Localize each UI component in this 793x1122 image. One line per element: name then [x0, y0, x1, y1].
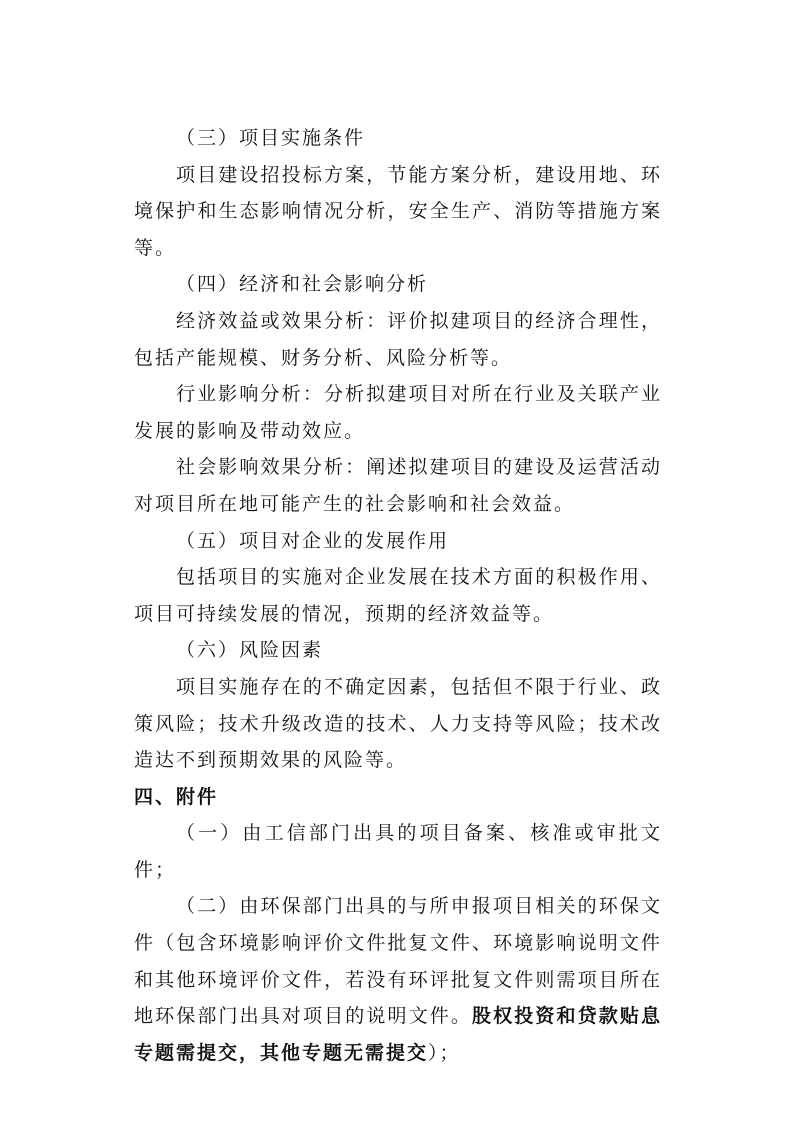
subheading-enterprise-development: （五）项目对企业的发展作用 [176, 529, 450, 552]
section-heading-attachments: 四、附件 [134, 785, 219, 808]
paragraph-implementation-conditions: 项目建设招投标方案，节能方案分析，建设用地、环境保护和生态影响情况分析，安全生产、消防等措施方案等。 [134, 163, 662, 259]
attachment-item-2-end: ）； [428, 1041, 461, 1064]
paragraph-risk-factors: 项目实施存在的不确定因素，包括但不限于行业、政策风险；技术升级改造的技术、人力支持等风险；技术改造达不到预期效果的风险等。 [134, 675, 662, 772]
attachment-item-2-text: （二）由环保部门出具的与所申报项目相关的环保文件（包含环境影响评价文件批复文件、环境影响说明文件和其他环境评价文件，若没有环评批复文件则需项目所在地环保部门出具对项目的说明文件。 [134, 895, 662, 1028]
attachment-item-2 [134, 888, 662, 1071]
attachment-item-1: （一）由工信部门出具的项目备案、核准或审批文件； [134, 822, 662, 881]
paragraph-economic-benefit: 经济效益或效果分析：评价拟建项目的经济合理性，包括产能规模、财务分析、风险分析等。 [134, 309, 662, 369]
paragraph-industry-impact: 行业影响分析：分析拟建项目对所在行业及关联产业发展的影响及带动效应。 [134, 383, 662, 442]
paragraph-enterprise-development: 包括项目的实施对企业发展在技术方面的积极作用、项目可持续发展的情况，预期的经济效益等。 [134, 566, 662, 625]
subheading-implementation-conditions: （三）项目实施条件 [176, 127, 366, 149]
subheading-risk-factors: （六）风险因素 [176, 639, 324, 662]
document-body [134, 120, 662, 1071]
attachment-item-2-bold-note: 股权投资和贷款贴息专题需提交，其他专题无需提交 [134, 1005, 662, 1064]
subheading-economic-social-impact: （四）经济和社会影响分析 [176, 273, 429, 296]
paragraph-social-impact: 社会影响效果分析：阐述拟建项目的建设及运营活动对项目所在地可能产生的社会影响和社会效益。 [134, 456, 662, 515]
